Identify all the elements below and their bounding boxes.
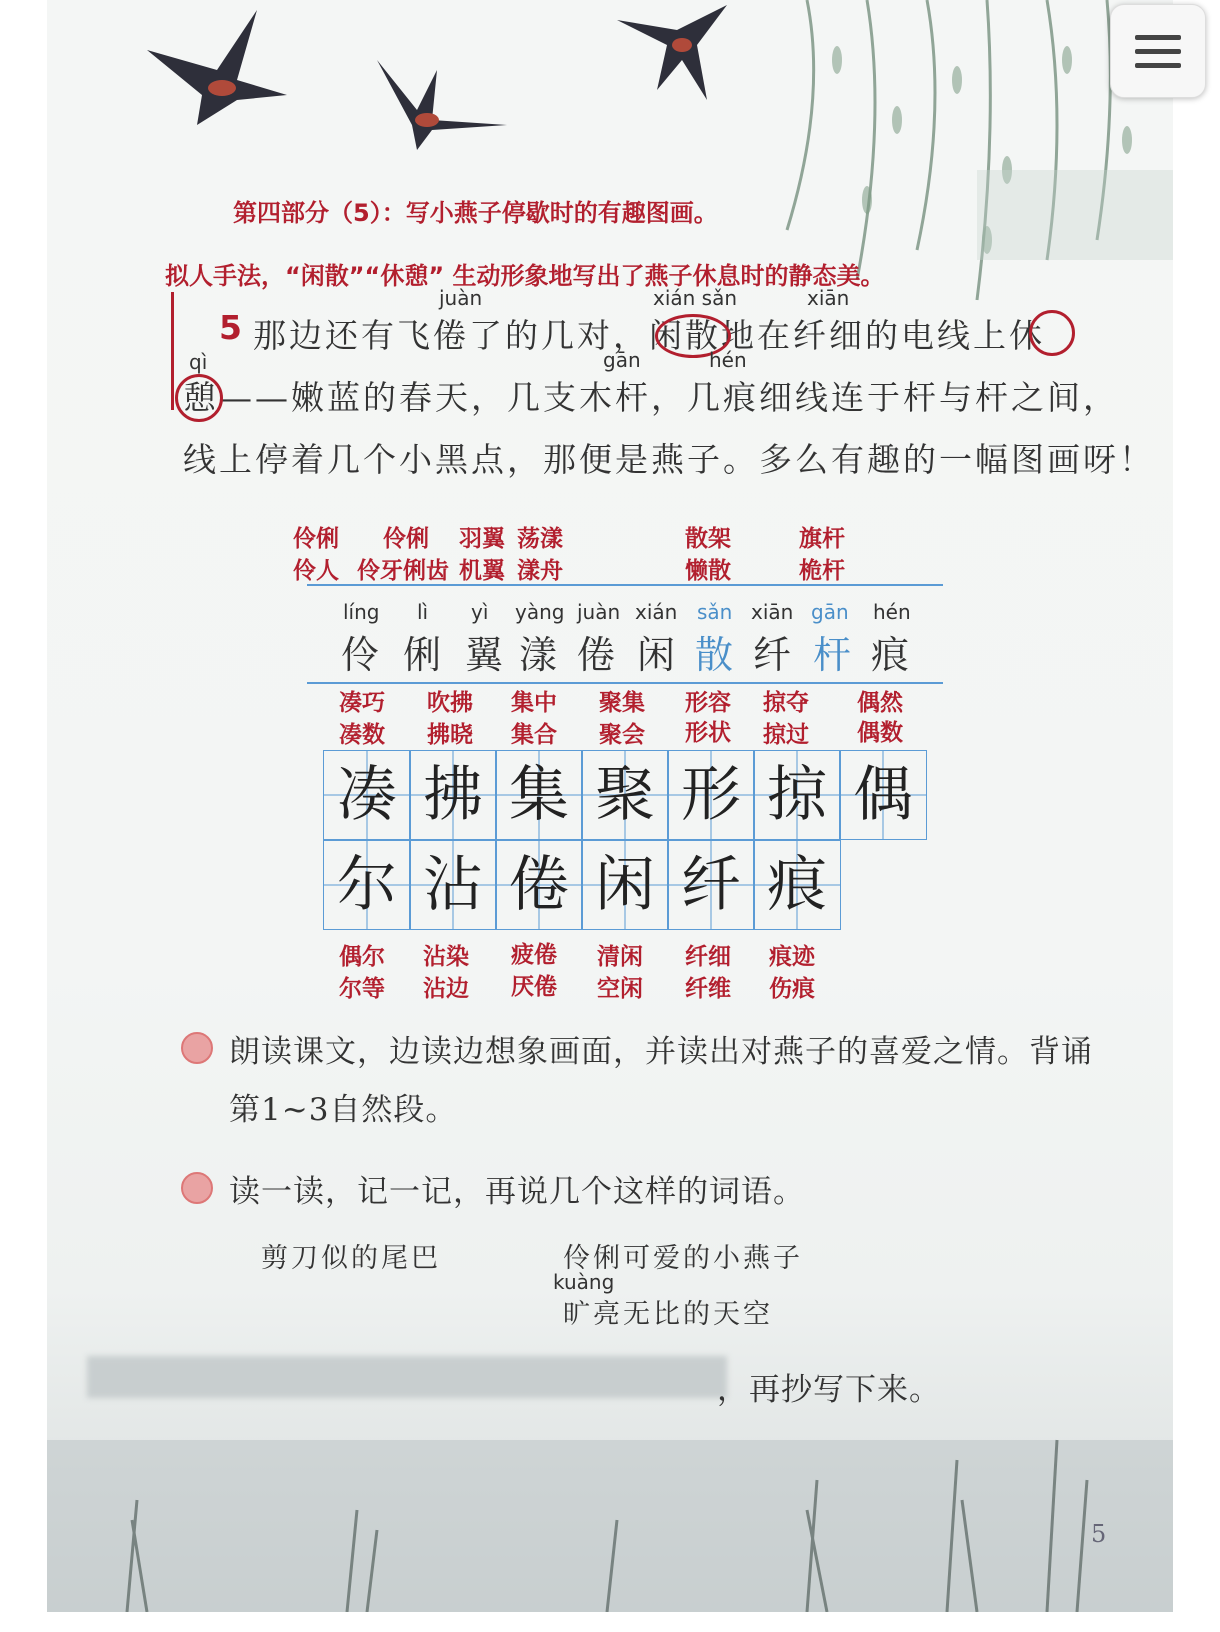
write-cell-1-2: 拂 [409, 750, 497, 840]
vocab-top-3b: 机翼 [459, 558, 505, 584]
rc-ch-6: 散 [695, 633, 734, 677]
note-bracket-line [171, 292, 174, 410]
vocab-mid-2b: 拂晓 [427, 722, 473, 748]
vocab-bottom-4b: 空闲 [597, 976, 643, 1002]
vocab-bottom-4a: 清闲 [597, 944, 643, 970]
rc-py-0: líng [343, 600, 380, 624]
swallow-illustration [87, 0, 787, 170]
rc-ch-0: 伶 [341, 633, 380, 677]
phrase-2: 伶俐可爱的小燕子 [563, 1243, 803, 1274]
write-cell-2-2: 沾 [409, 840, 497, 930]
rc-py-7: xiān [751, 600, 794, 624]
exercise-3-tail: ，再抄写下来。 [717, 1372, 941, 1408]
menu-icon-bar-bottom [1135, 63, 1181, 68]
rc-ch-3: 漾 [519, 633, 558, 677]
rc-ch-8: 杆 [813, 633, 852, 677]
rc-py-3: yàng [515, 600, 565, 624]
vocab-mid-3a: 集中 [511, 690, 557, 716]
vocab-top-1a: 伶俐 [293, 526, 339, 552]
menu-icon-bar-top [1135, 35, 1181, 40]
vocab-top-1b: 伶人 [293, 558, 339, 584]
vocab-mid-6a: 掠夺 [763, 690, 809, 716]
write-cell-2-4: 闲 [581, 840, 669, 930]
vocab-bottom-5b: 纤维 [685, 976, 731, 1002]
write-cell-2-5: 纤 [667, 840, 755, 930]
write-cell-1-3: 集 [495, 750, 583, 840]
write-cell-1-4: 聚 [581, 750, 669, 840]
write-cell-1-1: 凑 [323, 750, 411, 840]
vocab-bottom-2a: 沾染 [423, 944, 469, 970]
vocab-bottom-5a: 纤细 [685, 944, 731, 970]
exercise-1-line-2: 第1~3自然段。 [229, 1092, 458, 1128]
rc-py-8: gān [811, 600, 849, 624]
write-cell-2-1: 尔 [323, 840, 411, 930]
vocab-top-6b: 桅杆 [799, 558, 845, 584]
vocab-mid-7a: 偶然 [857, 690, 903, 716]
vocab-bottom-3b: 厌倦 [511, 974, 557, 1000]
vocab-mid-5a: 形容 [685, 690, 731, 716]
vocab-mid-1b: 凑数 [339, 722, 385, 748]
write-cell-2-6: 痕 [753, 840, 841, 930]
vocab-mid-1a: 凑巧 [339, 690, 385, 716]
vocab-top-3a: 羽翼 [459, 526, 505, 552]
vocab-top-6a: 旗杆 [799, 526, 845, 552]
textbook-page [47, 0, 1173, 1612]
paragraph-line-3: 线上停着几个小黑点，那便是燕子。多么有趣的一幅图画呀！ [183, 440, 1155, 479]
vocab-top-5a: 散架 [685, 526, 731, 552]
pinyin-juan: juàn [439, 286, 483, 310]
write-cell-1-7: 偶 [839, 750, 927, 840]
phrase-3-pinyin: kuàng [553, 1270, 615, 1294]
page-number: 5 [1091, 1520, 1107, 1548]
pinyin-qi: qì [189, 350, 208, 374]
circle-xiu [1029, 310, 1075, 356]
rc-ch-2: 翼 [465, 633, 504, 677]
grass-illustration [47, 1380, 1173, 1612]
exercise-1-icon [181, 1032, 213, 1064]
rc-ch-1: 俐 [403, 633, 442, 677]
write-cell-2-3: 倦 [495, 840, 583, 930]
rc-ch-7: 纤 [753, 633, 792, 677]
vocab-top-4b: 漾舟 [517, 558, 563, 584]
phrase-1: 剪刀似的尾巴 [261, 1243, 441, 1274]
vocab-mid-7b: 偶数 [857, 720, 903, 746]
recognize-top-rule [307, 584, 943, 586]
heading-note: 第四部分（5）：写小燕子停歇时的有趣图画。 [233, 199, 718, 227]
rc-py-2: yì [471, 600, 489, 624]
blurred-region [87, 1356, 727, 1398]
vocab-mid-2a: 吹拂 [427, 690, 473, 716]
pinyin-xiansan: xián sǎn [653, 286, 738, 310]
rc-py-6: sǎn [697, 600, 733, 624]
rc-ch-4: 倦 [577, 633, 616, 677]
pinyin-xian: xiān [807, 286, 850, 310]
pinyin-gan: gān [603, 348, 641, 372]
vocab-top-4a: 荡漾 [517, 526, 563, 552]
phrase-3: 旷亮无比的天空 [563, 1299, 773, 1330]
write-cell-1-5: 形 [667, 750, 755, 840]
menu-button[interactable] [1110, 4, 1206, 98]
rc-py-4: juàn [577, 600, 621, 624]
exercise-2-text: 读一读，记一记，再说几个这样的词语。 [229, 1174, 805, 1210]
side-note: 拟人手法，“闲散”“休憩” 生动形象地写出了燕子休息时的静态美。 [165, 262, 885, 290]
paragraph-line-2: 憩——嫩蓝的春天，几支木杆，几痕细线连于杆与杆之间， [183, 378, 1119, 417]
pinyin-hen: hén [709, 348, 747, 372]
vocab-top-5b: 懒散 [685, 558, 731, 584]
vocab-bottom-2b: 沾边 [423, 976, 469, 1002]
paragraph-line-1: 那边还有飞倦了的几对，闲散地在纤细的电线上休 [253, 316, 1045, 355]
vocab-mid-6b: 掠过 [763, 722, 809, 748]
exercise-1-line-1: 朗读课文，边读边想象画面，并读出对燕子的喜爱之情。背诵 [229, 1034, 1093, 1070]
vocab-mid-4a: 聚集 [599, 690, 645, 716]
vocab-bottom-6a: 痕迹 [769, 944, 815, 970]
vocab-top-2a: 伶俐 [383, 526, 429, 552]
vocab-bottom-3a: 疲倦 [511, 942, 557, 968]
vocab-mid-3b: 集合 [511, 722, 557, 748]
rc-py-5: xián [635, 600, 678, 624]
rc-py-1: lì [417, 600, 429, 624]
vocab-bottom-1a: 偶尔 [339, 944, 385, 970]
rc-ch-9: 痕 [871, 633, 910, 677]
vocab-mid-5b: 形状 [685, 720, 731, 746]
rc-py-9: hén [873, 600, 911, 624]
circle-qi [175, 374, 223, 422]
write-cell-1-6: 掠 [753, 750, 841, 840]
menu-icon-bar-middle [1135, 49, 1181, 54]
vocab-mid-4b: 聚会 [599, 722, 645, 748]
vocab-bottom-6b: 伤痕 [769, 976, 815, 1002]
rc-ch-5: 闲 [637, 633, 676, 677]
paragraph-number: 5 [219, 308, 242, 347]
vocab-bottom-1b: 尔等 [339, 976, 385, 1002]
exercise-2-icon [181, 1172, 213, 1204]
vocab-top-2b: 伶牙俐齿 [357, 558, 449, 584]
